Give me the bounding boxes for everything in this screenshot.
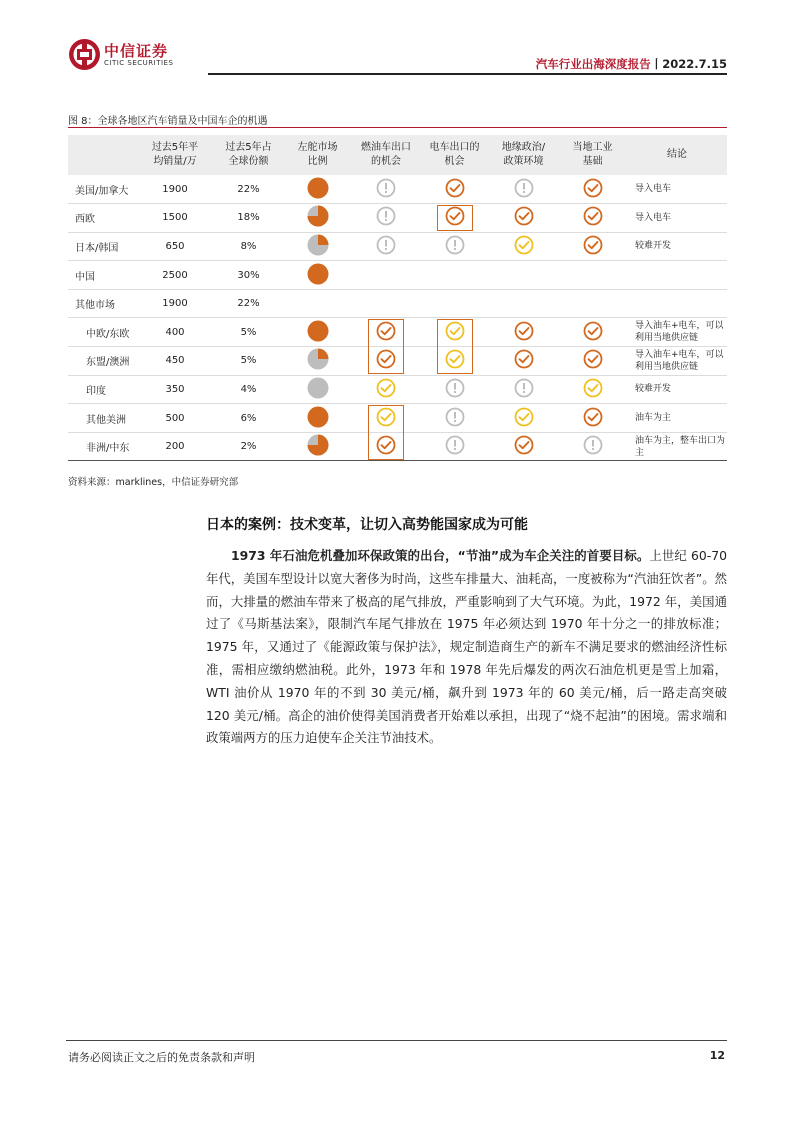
- ice-cell: [352, 347, 420, 376]
- table-row: [68, 261, 727, 290]
- ice-cell: [352, 232, 420, 261]
- column-header-line: 基础: [582, 156, 603, 167]
- table-row: [68, 375, 727, 404]
- column-header-line: 政策环境: [503, 156, 544, 167]
- conclusion-cell: 导入电车: [627, 175, 727, 204]
- geo-cell: [489, 404, 558, 433]
- lhd-share-pie: [307, 177, 329, 199]
- check-icon: [583, 206, 603, 226]
- column-header: [420, 135, 489, 175]
- figure-title: 图 8：全球各地区汽车销量及中国车企的机遇: [68, 116, 268, 127]
- alert-icon: [445, 378, 465, 398]
- ev-cell: [420, 404, 489, 433]
- lhd-share-pie: [307, 263, 329, 285]
- check-icon: [445, 321, 465, 341]
- ev-cell: [420, 232, 489, 261]
- region-cell: 美国/加拿大: [68, 175, 136, 204]
- ev-cell: [420, 347, 489, 376]
- table-row: [68, 175, 727, 204]
- ice-cell: [352, 175, 420, 204]
- alert-icon: [376, 178, 396, 198]
- lhd-cell: [283, 347, 352, 376]
- check-icon: [583, 407, 603, 427]
- column-header-line: 全球份额: [228, 156, 269, 167]
- column-header: [283, 135, 352, 175]
- ind-cell: [558, 375, 627, 404]
- ind-cell: [558, 204, 627, 233]
- geo-cell: [489, 432, 558, 461]
- ind-cell: [558, 347, 627, 376]
- check-icon: [583, 349, 603, 369]
- conclusion-cell: 油车为主，整车出口为主: [627, 432, 727, 461]
- geo-cell: [489, 175, 558, 204]
- alert-icon: [514, 378, 534, 398]
- ind-cell: [558, 289, 627, 318]
- ev-cell: [420, 318, 489, 347]
- column-header: [558, 135, 627, 175]
- header-rule: [208, 73, 727, 75]
- ind-cell: [558, 232, 627, 261]
- region-cell: 非洲/中东: [68, 432, 136, 461]
- check-icon: [514, 321, 534, 341]
- pie-base: [307, 263, 328, 284]
- check-icon: [376, 378, 396, 398]
- column-header-line: 比例: [307, 156, 328, 167]
- sales-cell: 2500: [136, 261, 214, 290]
- report-header: [536, 56, 727, 72]
- check-icon: [514, 407, 534, 427]
- footer-rule: [66, 1040, 727, 1041]
- share-cell: 22%: [214, 175, 283, 204]
- table-header-row: [68, 135, 727, 175]
- lhd-cell: [283, 318, 352, 347]
- lhd-cell: [283, 432, 352, 461]
- column-header-line: 过去5年占: [225, 142, 272, 153]
- check-icon: [376, 435, 396, 455]
- share-cell: 2%: [214, 432, 283, 461]
- ice-cell: [352, 318, 420, 347]
- ev-cell: [420, 432, 489, 461]
- check-icon: [376, 407, 396, 427]
- sales-cell: 450: [136, 347, 214, 376]
- pie-base: [307, 377, 328, 398]
- logo-english-text: CITIC SECURITIES: [104, 59, 174, 67]
- conclusion-cell: [627, 261, 727, 290]
- check-icon: [445, 178, 465, 198]
- sales-cell: 1900: [136, 289, 214, 318]
- alert-icon: [376, 235, 396, 255]
- check-icon: [583, 235, 603, 255]
- body-paragraph: [206, 545, 727, 750]
- sales-cell: 650: [136, 232, 214, 261]
- ev-cell: [420, 261, 489, 290]
- share-cell: 6%: [214, 404, 283, 433]
- conclusion-cell: 导入油车+电车，可以利用当地供应链: [627, 318, 727, 347]
- sales-cell: 500: [136, 404, 214, 433]
- share-cell: 5%: [214, 347, 283, 376]
- column-header-line: 结论: [667, 149, 687, 160]
- conclusion-cell: 较难开发: [627, 375, 727, 404]
- alert-icon: [445, 235, 465, 255]
- body-text: 上世纪 60-70 年代，美国车型设计以宽大奢侈为时尚，这些车排量大、油耗高，一度被称为“汽油狂饮者”。然而，大排量的燃油车带来了极高的尾气排放，严重影响到了大气环境。为此，1972 年，美国通过了《马斯基法案》，限制汽车尾气排放在 1975 年必须达到 1970 年十分之一的排放标准；1975 年，又通过了《能源政策与保护法》，规定制造商生产的新车不满足要求的燃油经济性标准，需相应缴纳燃油税。此外，1973 年和 1978 年先后爆发的两次石油危机更是雪上加霜，WTI 油价从 1970 年的不到 30 美元/桶，飙升到 1973 年的 60 美元/桶，后一路走高突破 120 美元/桶。高企的油价使得美国消费者开始难以承担，出现了“烧不起油”的困境。需求端和政策端两方的压力迫使车企关注节油技术。: [206, 548, 727, 746]
- column-header-line: 均销量/万: [153, 156, 197, 167]
- sales-cell: 1900: [136, 175, 214, 204]
- check-icon: [445, 349, 465, 369]
- check-icon: [376, 321, 396, 341]
- pie-slice: [318, 234, 329, 245]
- geo-cell: [489, 289, 558, 318]
- citic-logo: [68, 38, 208, 78]
- check-icon: [514, 235, 534, 255]
- column-header-line: 机会: [444, 156, 465, 167]
- share-cell: 30%: [214, 261, 283, 290]
- check-icon: [514, 435, 534, 455]
- pie-base: [307, 406, 328, 427]
- ice-cell: [352, 289, 420, 318]
- conclusion-cell: 导入电车: [627, 204, 727, 233]
- report-date: 2022.7.15: [662, 57, 727, 71]
- column-header-line: 当地工业: [572, 142, 613, 153]
- market-opportunity-table: [68, 135, 727, 461]
- column-header-line: 地缘政治/: [501, 142, 546, 153]
- alert-icon: [445, 407, 465, 427]
- report-title: 汽车行业出海深度报告: [535, 57, 651, 71]
- check-icon: [514, 349, 534, 369]
- region-cell: 西欧: [68, 204, 136, 233]
- lhd-cell: [283, 175, 352, 204]
- conclusion-cell: [627, 289, 727, 318]
- ice-cell: [352, 204, 420, 233]
- conclusion-cell: 导入油车+电车，可以利用当地供应链: [627, 347, 727, 376]
- pie-slice: [318, 349, 329, 360]
- check-icon: [376, 349, 396, 369]
- lhd-cell: [283, 375, 352, 404]
- geo-cell: [489, 318, 558, 347]
- lhd-cell: [283, 404, 352, 433]
- table-row: [68, 432, 727, 461]
- column-header-line: 燃油车出口: [361, 142, 411, 153]
- alert-icon: [376, 206, 396, 226]
- lhd-share-pie: [307, 434, 329, 456]
- lhd-share-pie: [307, 234, 329, 256]
- region-cell: 其他美洲: [68, 404, 136, 433]
- column-header: [352, 135, 420, 175]
- check-icon: [583, 378, 603, 398]
- ind-cell: [558, 175, 627, 204]
- lhd-cell: [283, 261, 352, 290]
- alert-icon: [514, 178, 534, 198]
- conclusion-cell: 较难开发: [627, 232, 727, 261]
- citic-logo-icon: [68, 38, 101, 71]
- column-header-line: 左舵市场: [297, 142, 338, 153]
- ev-cell: [420, 175, 489, 204]
- ind-cell: [558, 261, 627, 290]
- check-icon: [445, 206, 465, 226]
- lhd-cell: [283, 289, 352, 318]
- table-row: [68, 318, 727, 347]
- section-title: 日本的案例：技术变革，让切入高势能国家成为可能: [206, 517, 528, 533]
- column-header: [214, 135, 283, 175]
- table-row: [68, 204, 727, 233]
- ice-cell: [352, 375, 420, 404]
- check-icon: [583, 321, 603, 341]
- footer-disclaimer: 请务必阅读正文之后的免责条款和声明: [68, 1051, 255, 1064]
- share-cell: 22%: [214, 289, 283, 318]
- table-row: [68, 232, 727, 261]
- pie-base: [307, 320, 328, 341]
- check-icon: [583, 178, 603, 198]
- geo-cell: [489, 261, 558, 290]
- geo-cell: [489, 347, 558, 376]
- geo-cell: [489, 232, 558, 261]
- alert-icon: [583, 435, 603, 455]
- sales-cell: 200: [136, 432, 214, 461]
- geo-cell: [489, 204, 558, 233]
- table-row: [68, 289, 727, 318]
- header-separator: 丨: [650, 57, 663, 71]
- figure-source: 资料来源：marklines，中信证券研究部: [68, 477, 239, 488]
- ev-cell: [420, 204, 489, 233]
- region-cell: 印度: [68, 375, 136, 404]
- region-cell: 中欧/东欧: [68, 318, 136, 347]
- region-cell: 日本/韩国: [68, 232, 136, 261]
- column-header-line: 电车出口的: [429, 142, 480, 153]
- lead-sentence: 1973 年石油危机叠加环保政策的出台，“节油”成为车企关注的首要目标。: [231, 548, 650, 563]
- logo-chinese-text: 中信证券: [104, 42, 169, 60]
- sales-cell: 350: [136, 375, 214, 404]
- table-row: [68, 347, 727, 376]
- page-number: 12: [709, 1049, 725, 1062]
- ice-cell: [352, 432, 420, 461]
- ind-cell: [558, 318, 627, 347]
- lhd-share-pie: [307, 205, 329, 227]
- geo-cell: [489, 375, 558, 404]
- pie-base: [307, 177, 328, 198]
- column-header: [627, 135, 727, 175]
- region-cell: 中国: [68, 261, 136, 290]
- share-cell: 5%: [214, 318, 283, 347]
- lhd-share-pie: [307, 377, 329, 399]
- column-header-line: 过去5年平: [151, 142, 199, 153]
- sales-cell: 400: [136, 318, 214, 347]
- region-cell: 其他市场: [68, 289, 136, 318]
- lhd-cell: [283, 232, 352, 261]
- figure-title-rule: [68, 127, 727, 128]
- share-cell: 18%: [214, 204, 283, 233]
- region-cell: 东盟/澳洲: [68, 347, 136, 376]
- lhd-cell: [283, 204, 352, 233]
- lhd-share-pie: [307, 320, 329, 342]
- ev-cell: [420, 375, 489, 404]
- alert-icon: [445, 435, 465, 455]
- lhd-share-pie: [307, 348, 329, 370]
- table-body: [68, 175, 727, 461]
- ice-cell: [352, 404, 420, 433]
- column-header-line: 的机会: [371, 156, 401, 167]
- column-header: [136, 135, 214, 175]
- lhd-share-pie: [307, 406, 329, 428]
- ind-cell: [558, 404, 627, 433]
- ind-cell: [558, 432, 627, 461]
- ice-cell: [352, 261, 420, 290]
- sales-cell: 1500: [136, 204, 214, 233]
- column-header: [489, 135, 558, 175]
- share-cell: 4%: [214, 375, 283, 404]
- column-header: [68, 135, 136, 175]
- ev-cell: [420, 289, 489, 318]
- table-row: [68, 404, 727, 433]
- conclusion-cell: 油车为主: [627, 404, 727, 433]
- share-cell: 8%: [214, 232, 283, 261]
- check-icon: [514, 206, 534, 226]
